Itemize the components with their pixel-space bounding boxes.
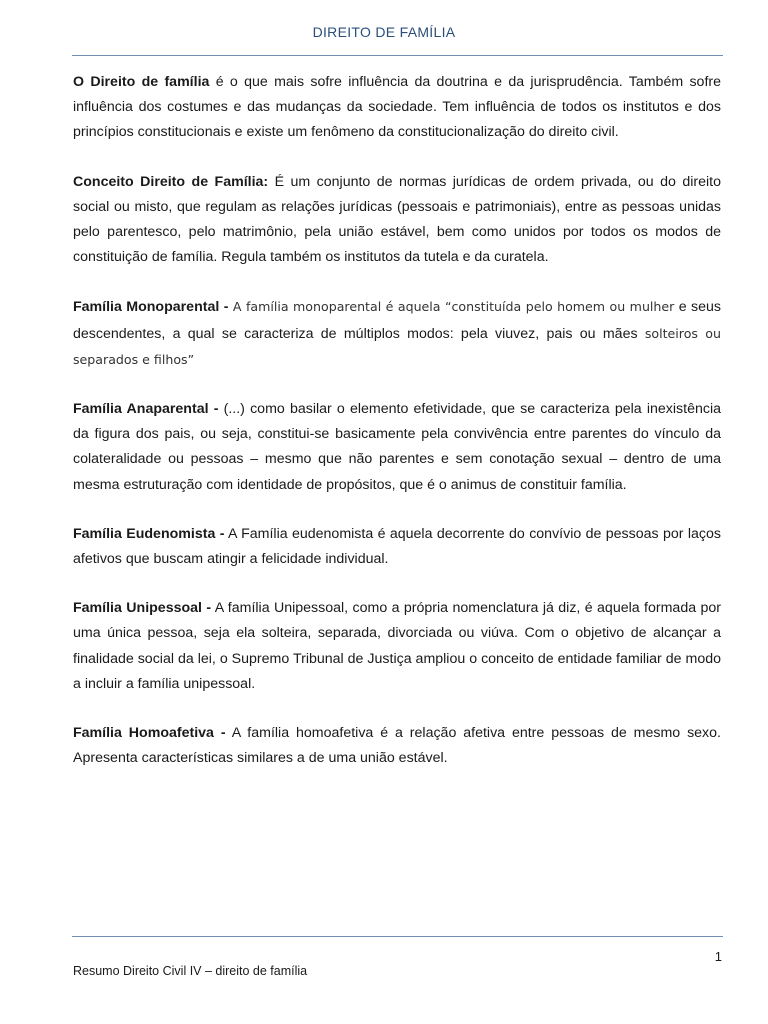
paragraph-term: Família Unipessoal - [73, 600, 212, 617]
paragraph-text: É um conjunto de normas jurídicas de ordem privada, ou do direito social ou misto, que regulam as relações jurídicas (pessoais e patrimoniais), entre as pessoas unidas pelo parentesco, pelo matrimônio, pela união estável, bem como unidos por todos os modos de constituição de família. Regula também os institutos da tutela e da curatela. [73, 173, 721, 266]
paragraph-text: e seus descendentes, a qual se caracteriza de múltiplos modos: pela viuvez, pais ou mães [73, 299, 721, 342]
paragraph-text: é o que mais sofre influência da doutrina e da jurisprudência. Também sofre influência dos costumes e das mudanças da sociedade. Tem influência de todos os institutos e dos princípios constitucionais e existe um fenômeno da constitucionalização do direito civil. [73, 74, 722, 141]
paragraph-monoparental [73, 294, 721, 373]
paragraph-conceito [73, 170, 721, 271]
paragraph-quote-end: solteiros ou separados e filhos” [73, 325, 721, 367]
page-number: 1 [714, 949, 722, 964]
paragraph-term: Conceito Direito de Família: [73, 173, 269, 190]
paragraph-term: Família Homoafetiva - [73, 725, 226, 742]
paragraph-text: A Família eudenomista é aquela decorrente do convívio de pessoas por laços afetivos que buscam atingir a felicidade individual. [73, 525, 721, 568]
footer-text: Resumo Direito Civil IV – direito de família [73, 964, 308, 978]
paragraph-text: A família Unipessoal, como a própria nomenclatura já diz, é aquela formada por uma única pessoa, seja ela solteira, separada, divorciada ou viúva. Com o objetivo de alcançar a finalidade social da lei, o Supremo Tribunal de Justiça ampliou o conceito de entidade familiar de modo a incluir a família unipessoal. [73, 600, 721, 692]
paragraph-term: Família Anaparental - [73, 401, 219, 418]
footer-divider [72, 936, 723, 937]
paragraph-eudenomista [73, 522, 721, 572]
paragraph-term: Família Monoparental - [73, 299, 229, 316]
paragraph-unipessoal [73, 596, 721, 697]
paragraph-direito-de-familia [73, 70, 721, 146]
document-body [73, 70, 721, 795]
paragraph-text: A família homoafetiva é a relação afetiva entre pessoas de mesmo sexo. Apresenta características similares a de uma união estável. [73, 725, 721, 767]
header-divider [72, 55, 723, 56]
paragraph-anaparental [73, 397, 721, 498]
paragraph-term: O Direito de família [73, 74, 210, 90]
header-title: DIREITO DE FAMÍLIA [312, 24, 456, 40]
paragraph-quote-start: A família monoparental é aquela “constituída pelo homem ou mulher [228, 299, 675, 315]
paragraph-homoafetiva [73, 721, 721, 771]
paragraph-text: (...) como basilar o elemento efetividade, que se caracteriza pela inexistência da figura dos pais, ou seja, constitui-se basicamente pela convivência entre parentes do vínculo da colateralidade ou pessoas – mesmo que não parentes e sem conotação sexual – dentro de uma mesma estruturação com identidade de propósitos, que é o animus de constituir família. [73, 401, 722, 493]
paragraph-term: Família Eudenomista - [73, 525, 225, 542]
